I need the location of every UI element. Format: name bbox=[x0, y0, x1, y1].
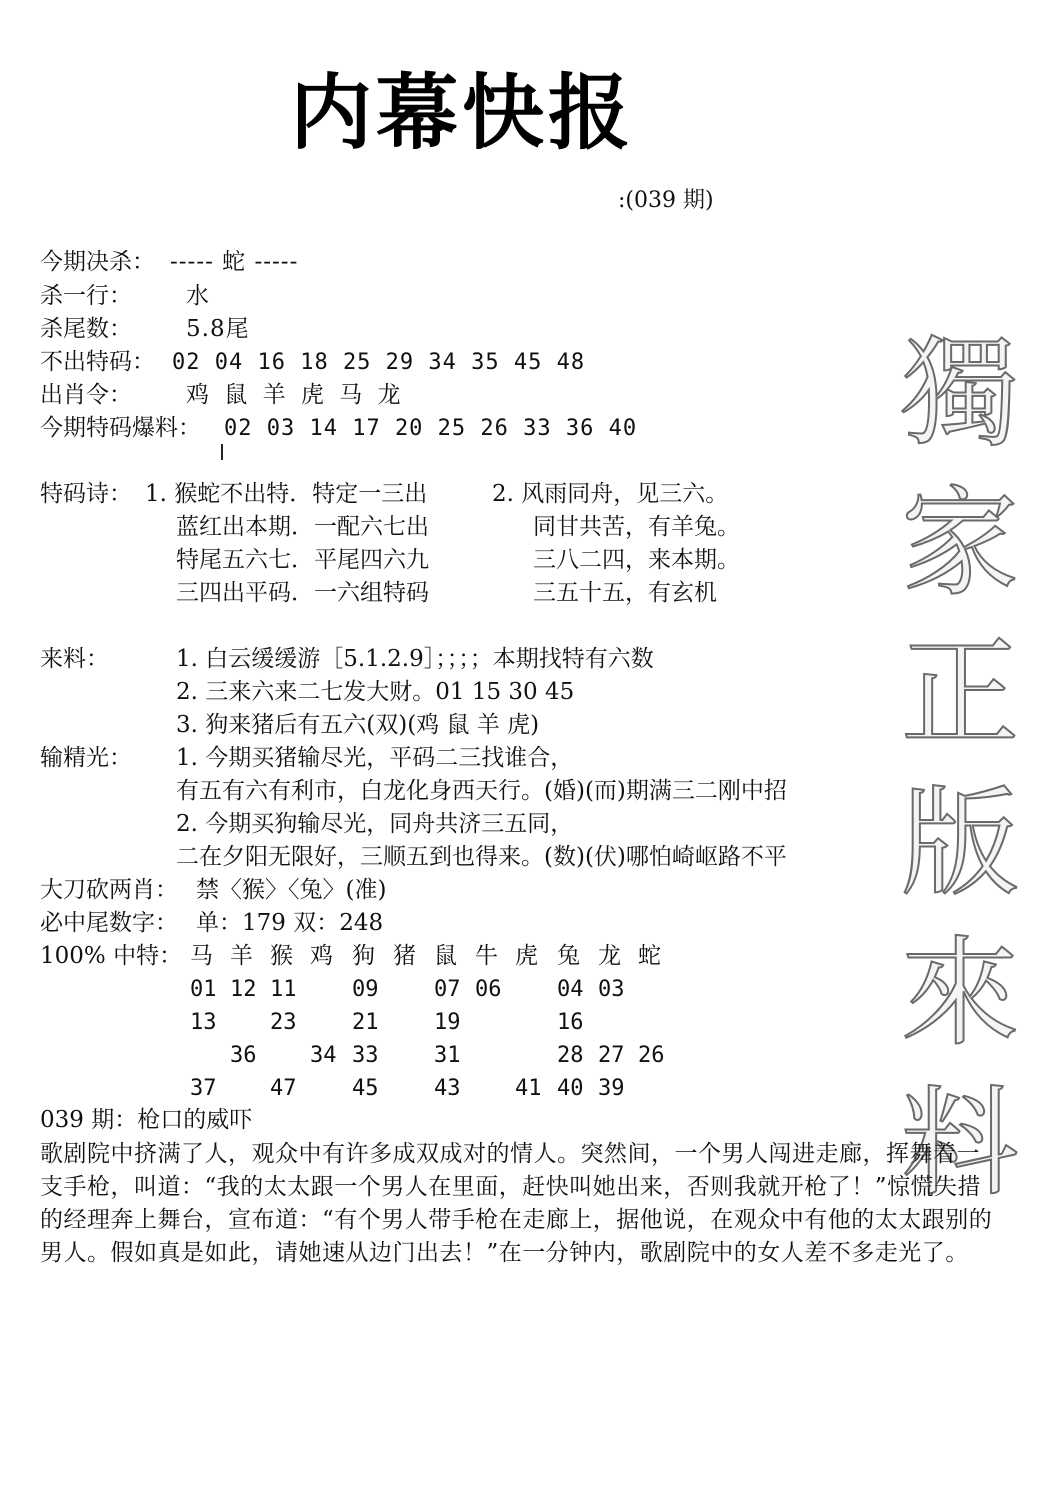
zodiac-header-cell: 牛 bbox=[475, 943, 498, 969]
story-body: 歌剧院中挤满了人，观众中有许多成双成对的情人。突然间，一个男人闯进走廊，挥舞着一支手枪，叫道：“我的太太跟一个男人在里面，赶快叫她出来，否则我就开枪了！”惊慌失措的经理奔上舞台，宣布道：“有个男人带手枪在走廊上，据他说，在观众中有他的太太跟别的男人。假如真是如此，请她速从边门出去！”在一分钟内，歌剧院中的女人差不多走光了。 bbox=[40, 1141, 993, 1266]
zodiac-number-cell: 16 bbox=[557, 1010, 584, 1035]
zodiac-number-cell: 03 bbox=[598, 977, 625, 1002]
kill-tail-value: 5.8尾 bbox=[186, 316, 250, 342]
blade-label: 大刀砍两肖： bbox=[40, 877, 178, 903]
zodiac-number-cell: 47 bbox=[270, 1076, 297, 1101]
special-burst-label: 今期特码爆料： bbox=[40, 415, 201, 441]
zodiac-header-cell: 鼠 bbox=[434, 943, 457, 969]
zodiac-number-cell: 26 bbox=[638, 1043, 665, 1068]
stamp-char: 版 bbox=[900, 774, 1019, 912]
story-title: 039 期：枪口的威吓 bbox=[40, 1107, 253, 1133]
zodiac-header-cell: 羊 bbox=[230, 943, 253, 969]
zodiac-header-cell: 虎 bbox=[515, 943, 538, 969]
zodiac-header-cell: 蛇 bbox=[638, 943, 661, 969]
stamp-char: 家 bbox=[900, 474, 1019, 612]
source-label: 来料： bbox=[40, 646, 109, 672]
zodiac-header-cell: 兔 bbox=[557, 943, 580, 969]
page-title: 内幕快报 bbox=[290, 66, 635, 161]
source-item: 3. 狗来猪后有五六(双)(鸡 鼠 羊 虎) bbox=[176, 712, 540, 738]
zodiac-number-cell: 40 bbox=[557, 1076, 584, 1101]
zodiac-number-cell: 23 bbox=[270, 1010, 297, 1035]
zodiac-header-cell: 猪 bbox=[393, 943, 416, 969]
no-special-label: 不出特码： bbox=[40, 349, 155, 375]
zodiac-number-cell: 43 bbox=[434, 1076, 461, 1101]
zodiac-header-cell: 龙 bbox=[598, 943, 621, 969]
lose-line: 有五有六有利市，白龙化身西天行。(婚)(而)期满三二刚中招 bbox=[176, 778, 787, 804]
stamp-char: 獨 bbox=[900, 324, 1019, 462]
stamp-char: 來 bbox=[900, 924, 1019, 1062]
poem-right-line: 三八二四，来本期。 bbox=[533, 547, 740, 573]
zodiac-order-value: 鸡 鼠 羊 虎 马 龙 bbox=[186, 382, 405, 408]
stamp-char: 正 bbox=[900, 624, 1019, 762]
zodiac-header-cell: 马 bbox=[190, 943, 213, 969]
kill-label: 今期决杀： bbox=[40, 249, 155, 275]
zodiac-number-cell: 01 bbox=[190, 977, 217, 1002]
zodiac-number-cell: 13 bbox=[190, 1010, 217, 1035]
source-item: 2. 三来六来二七发大财。01 15 30 45 bbox=[176, 679, 575, 705]
zodiac-number-cell: 19 bbox=[434, 1010, 461, 1035]
lose-line: 1. 今期买猪输尽光，平码二三找谁合， bbox=[176, 745, 574, 771]
poem-label: 特码诗： bbox=[40, 481, 132, 507]
issue-number: :(039 期) bbox=[618, 188, 714, 213]
zodiac-number-cell: 33 bbox=[352, 1043, 379, 1068]
zodiac-number-cell: 12 bbox=[230, 977, 257, 1002]
poem-right-line: 同甘共苦，有羊兔。 bbox=[533, 514, 740, 540]
tail-must-label: 必中尾数字： bbox=[40, 910, 178, 936]
tail-must-value: 单：179 双：248 bbox=[196, 910, 384, 936]
zodiac-number-cell: 31 bbox=[434, 1043, 461, 1068]
zodiac-number-cell: 41 bbox=[515, 1076, 542, 1101]
zodiac-number-cell: 06 bbox=[475, 977, 502, 1002]
zodiac-number-cell: 04 bbox=[557, 977, 584, 1002]
zodiac-number-cell: 45 bbox=[352, 1076, 379, 1101]
poem-right-line: 2. 风雨同舟，见三六。 bbox=[492, 481, 729, 507]
zodiac-number-cell: 21 bbox=[352, 1010, 379, 1035]
zodiac-number-cell: 11 bbox=[270, 977, 297, 1002]
lose-label: 输精光： bbox=[40, 745, 132, 771]
zodiac-number-cell: 27 bbox=[598, 1043, 625, 1068]
zodiac-header-cell: 猴 bbox=[270, 943, 293, 969]
stamp-char: 料 bbox=[900, 1074, 1019, 1212]
zodiac-number-cell: 34 bbox=[310, 1043, 337, 1068]
lose-line: 二在夕阳无限好，三顺五到也得来。(数)(伏)哪怕崎岖路不平 bbox=[176, 844, 787, 870]
poem-right-line: 三五十五，有玄机 bbox=[533, 580, 717, 606]
special-burst-value: 02 03 14 17 20 25 26 33 36 40 bbox=[224, 416, 638, 441]
zodiac-table-label: 100% 中特： bbox=[40, 943, 183, 969]
zodiac-number-cell: 07 bbox=[434, 977, 461, 1002]
poem-left-line: 三四出平码．一六组特码 bbox=[176, 580, 429, 606]
zodiac-header-cell: 鸡 bbox=[310, 943, 333, 969]
source-item: 1. 白云缓缓游［5.1.2.9］；；；；本期找特有六数 bbox=[176, 646, 654, 672]
zodiac-number-cell: 39 bbox=[598, 1076, 625, 1101]
zodiac-number-cell: 37 bbox=[190, 1076, 217, 1101]
kill-element-label: 杀一行： bbox=[40, 283, 132, 309]
blade-value: 禁〈猴〉〈兔〉(准) bbox=[196, 877, 387, 903]
kill-tail-label: 杀尾数： bbox=[40, 316, 132, 342]
poem-left-line: 蓝红出本期．一配六七出 bbox=[176, 514, 429, 540]
zodiac-order-label: 出肖令： bbox=[40, 382, 132, 408]
zodiac-number-cell: 28 bbox=[557, 1043, 584, 1068]
zodiac-number-cell: 09 bbox=[352, 977, 379, 1002]
poem-left-line: 1. 猴蛇不出特．特定一三出 bbox=[145, 481, 428, 507]
kill-element-value: 水 bbox=[186, 283, 210, 309]
poem-left-line: 特尾五六七．平尾四六九 bbox=[176, 547, 429, 573]
no-special-value: 02 04 16 18 25 29 34 35 45 48 bbox=[172, 350, 586, 375]
lose-line: 2. 今期买狗输尽光，同舟共济三五同， bbox=[176, 811, 574, 837]
zodiac-header-cell: 狗 bbox=[352, 943, 375, 969]
kill-value: ----- 蛇 ----- bbox=[170, 249, 299, 275]
zodiac-number-cell: 36 bbox=[230, 1043, 257, 1068]
